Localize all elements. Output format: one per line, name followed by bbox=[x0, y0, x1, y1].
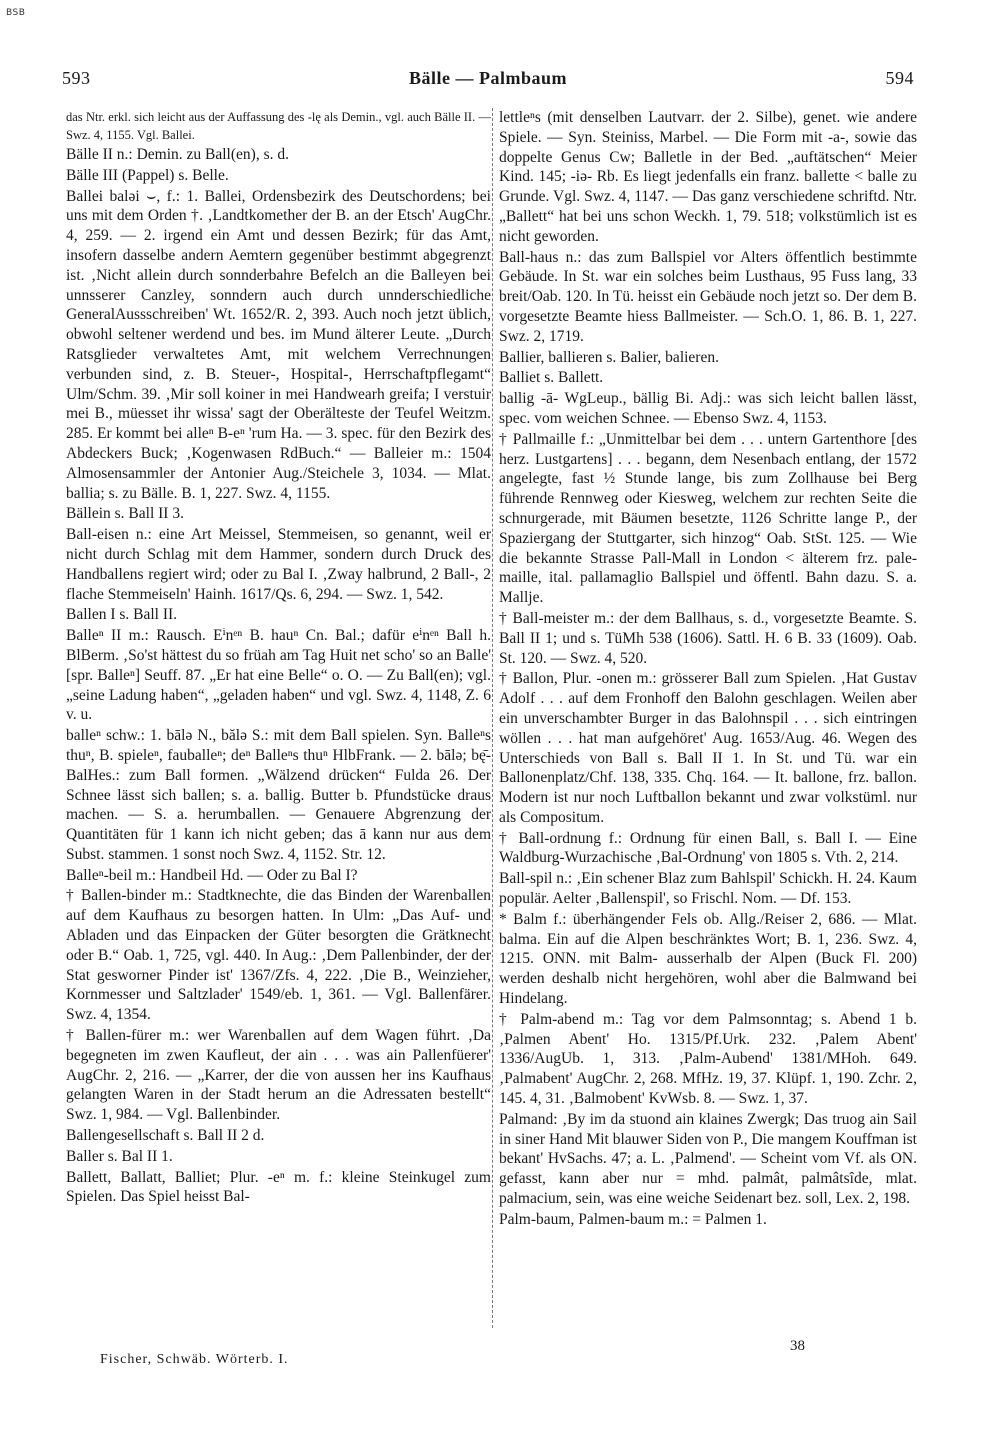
left-column bbox=[66, 108, 491, 1348]
page-number-left: 593 bbox=[62, 68, 91, 88]
dictionary-entry: Baller s. Bal II 1. bbox=[66, 1147, 173, 1165]
dictionary-entry: † Pallmaille f.: „Unmittelbar bei dem . . . untern Gartenthore [des herz. Lustgartens] . . . begann, dem Nesenbach entlang, der 1572 angelegte, fast ½ Stunde lange, bis zum Zollhause bei Berg führende Rennweg oder Kiesweg, welchem zur rechten Seite die schnurgerade, mit Bäumen besetzte, 1126 Schritte lange P., der Spaziergang der Stuttgarter, sich hinzog“ Oab. StSt. 125. — Wie die bekannte Strasse Pall-Mall in London < älterem frz. pale-maille, ital. pallamaglio Ballspiel und öffentl. Bahn dazu. S. a. Mallje. bbox=[499, 430, 917, 607]
dictionary-entry: Palm-baum, Palmen-baum m.: = Palmen 1. bbox=[499, 1210, 767, 1228]
dictionary-entry: † Ball-ordnung f.: Ordnung für einen Ball, s. Ball I. — Eine Waldburg-Wurzachische ‚Bal-Ordnung' von 1805 s. Vth. 2, 214. bbox=[499, 829, 917, 867]
dictionary-entry: Ball-eisen n.: eine Art Meissel, Stemmeisen, so genannt, weil er nicht durch Schlag mit dem Hammer, sondern durch Druck des Handballens regiert wird; oder zu Bal I. ‚Zway halbrund, 2 Ball-, 2 flache Stemmeiseln' Hainh. 1617/Qs. 6, 294. — Swz. 1, 542. bbox=[66, 526, 491, 603]
dictionary-entry: lettleⁿs (mit denselben Lautvarr. der 2. Silbe), genet. wie andere Spiele. — Syn. Steiniss, Marbel. — Die Form mit -a-, sowie das doppelte Genus Cw; Balletle in der Bed. „auftätschen“ Meier Kind. 145; -iə- Rb. Es liegt jedenfalls ein franz. ballette < balle zu Grunde. Vgl. Swz. 4, 1147. — Das ganz verschiedene schriftd. Ntr. „Ballett“ hat bei uns schon Weckh. 1, 79. 518; volkstümlich ist es nicht geworden. bbox=[499, 109, 917, 245]
dictionary-entry: Ballett, Ballatt, Balliet; Plur. -eⁿ m. f.: kleine Steinkugel zum Spielen. Das Spiel heisst Bal- bbox=[66, 1168, 491, 1206]
dictionary-entry: Bälle III (Pappel) s. Belle. bbox=[66, 166, 229, 184]
dictionary-entry: † Ballon, Plur. -onen m.: grösserer Ball zum Spielen. ‚Hat Gustav Adolf . . . auf dem Fronhoff den Balohn geschlagen. Weilen aber ein unverschambter Burger in das Balohnspil . . . sich eintringen wöllen . . . hat man aufgehöret' Aug. 1653/Aug. 46. Wegen des Unterschieds von Ball s. Ball II 1. In St. und Tü. war ein Ballonenplatz/Chf. 138, 335. Chq. 164. — It. ballone, frz. ballon. Modern ist nur noch Luftballon bekannt und zwar volkstüml. nur als Compositum. bbox=[499, 670, 917, 826]
dictionary-entry: ballig -ā- WgLeup., bällig Bi. Adj.: was sich leicht ballen lässt, spec. vom weichen Schnee. — Ebenso Swz. 4, 1153. bbox=[499, 390, 917, 427]
dictionary-entry: † Ball-meister m.: der dem Ballhaus, s. d., vorgesetzte Beamte. S. Ball II 1; und s. TüMh 538 (1606). Sattl. H. 6 B. 33 (1609). Oab. St. 120. — Swz. 4, 520. bbox=[499, 609, 917, 667]
dictionary-entry: Ball-spil n.: ‚Ein schener Blaz zum Bahlspil' Schickh. H. 24. Kaum populär. Aelter ‚Ballenspil', so Frischl. Nom. — Df. 153. bbox=[499, 870, 917, 908]
dictionary-entry: Palmand: ‚By im da stuond ain klaines Zwergk; Das truog ain Sail in siner Hand Mit blauwer Siden von P., Die mangem Kouffman ist bekant' HvSachs. 47; a. L. ‚Palmend'. — Scheint vom Vf. als ON. gefasst, kann aber nur = mhd. palmât, palmâtsîde, mlat. palmacium, sein, was eine weiche Seidenart bez. soll, Lex. 2, 198. bbox=[499, 1110, 917, 1208]
dictionary-entry: Balliet s. Ballett. bbox=[499, 369, 604, 387]
dictionary-entry: † Palm-abend m.: Tag vor dem Palmsonntag; s. Abend 1 b. ‚Palmen Abent' Ho. 1315/Pf.Urk. 232. ‚Palem Abent' 1336/AugUb. 1, 313. ‚Palm-Aubend' 1381/MHoh. 649. ‚Palmabent' AugChr. 2, 268. MfHz. 19, 37. Klüpf. 1, 190. Zchr. 2, 145. 4, 31. ‚Balmobent' KvWsb. 8. — Swz. 1, 37. bbox=[499, 1010, 917, 1108]
dictionary-entry: Ball-haus n.: das zum Ballspiel vor Alters öffentlich bestimmte Gebäude. In St. war ein solches beim Lusthaus, 95 Fuss lang, 33 breit/Oab. 120. In Tü. heisst ein Gebäude noch jetzt so. Der dem B. vorgesetzte Beamte hiess Ballmeister. — Sch.O. 1, 86. B. 1, 227. Swz. 2, 1719. bbox=[499, 248, 917, 345]
page-number-right: 594 bbox=[885, 68, 914, 88]
dictionary-entry: * Balm f.: überhängender Fels ob. Allg./Reiser 2, 686. — Mlat. balma. Ein auf die Alpen beschränktes Wort; B. 1, 236. Swz. 4, 1215. ONN. mit Balm- ausserhalb der Alpen (Buck Fl. 200) werden deshalb nicht hergehören, wohl aber die Balmwand bei Hindelang. bbox=[499, 910, 917, 1008]
footer-signature: Fischer, Schwäb. Wörterb. I. bbox=[100, 1352, 289, 1367]
dictionary-entry: Ballen I s. Ball II. bbox=[66, 606, 178, 624]
dictionary-entry: Bälle II n.: Demin. zu Ball(en), s. d. bbox=[66, 146, 289, 163]
dictionary-entry: Ballei baləi ⌣, f.: 1. Ballei, Ordensbezirk des Deutschordens; bei uns mit dem Orden †. ‚Landtkomether der B. an der Etsch' AugChr. 4, 259. — 2. irgend ein Amt und dessen Bezirk; für das Amt, insofern dasselbe andern Aemtern gegenüber bestimmt abgegrenzt ist. ‚Nicht allein durch sonnderbahre Befelch an die Balleyen bei unnsserer Canzley, sonndern auch durch unnderschiedliche GeneralAussschreiben' Wt. 1652/R. 2, 393. Auch noch jetzt üblich, obwohl seltener werdend und bes. im Mund älterer Leute. „Durch Ratsglieder verwaltetes Amt, mit welchem Verrechnungen verbunden sind, z. B. Steuer-, Hospital-, Herrschaftpflegamt“ Ulm/Schm. 39. ‚Mir soll koiner in mei Handwearh greifa; I verstuir mei B., müesset ihr wissa' sagt der Oberälteste der Teufel Weitzm. 285. Er kommt bei alleⁿ B-eⁿ 'rum Ha. — 3. spec. für den Bezirk des Abdeckers Buck; ‚Kogenwasen RdBuch.“ — Balleier m.: 1504 Almosensammler der Antonier Aug./Steichele 3, 1034. — Mlat. ballia; s. zu Bälle. B. 1, 227. Swz. 4, 1155. bbox=[66, 187, 491, 502]
dictionary-entry: Balleⁿ II m.: Rausch. Eⁱnᵉⁿ B. hauⁿ Cn. Bal.; dafür eⁱnᵉⁿ Ball h. BlBerm. ‚So'st hättest du so früah am Tag Huit net scho' so an Balle' [spr. Balleⁿ] Seuff. 87. „Er hat eine Belle“ o. O. — Zu Ball(en); vgl. „seine Ladung haben“, „geladen haben“ und vgl. Swz. 4, 1148, Z. 6 v. u. bbox=[66, 627, 491, 724]
page-title: Bälle — Palmbaum bbox=[408, 68, 567, 88]
right-column bbox=[499, 108, 917, 1348]
running-header bbox=[62, 68, 914, 92]
sheet-number: 38 bbox=[790, 1338, 805, 1354]
dictionary-entry: † Ballen-binder m.: Stadtknechte, die das Binden der Warenballen auf dem Kaufhaus zu besorgen hatten. In Ulm: „Das Auf- und Abladen und das Einpacken der Güter besorgten die Grätknecht oder B.“ Oab. 1, 725, vgl. 440. In Aug.: ‚Dem Pallenbinder, der der Stat gesworner Pinder ist' 1367/Zfs. 4, 222. ‚Die B., Weinzieher, Kornmesser und Saltzlader' 1549/eb. 1, 361. — Vgl. Ballenfärer. Swz. 4, 1354. bbox=[66, 887, 491, 1024]
dictionary-entry: Ballengesellschaft s. Ball II 2 d. bbox=[66, 1127, 265, 1145]
dictionary-entry: Balleⁿ-beil m.: Handbeil Hd. — Oder zu Bal I? bbox=[66, 866, 358, 884]
dictionary-entry: † Ballen-fürer m.: wer Warenballen auf dem Wagen führt. ‚Da begegneten im zwen Kaufleut, der ain . . . was ain Pallenfüerer' AugChr. 2, 216. — „Karrer, der die von aussen her ins Kaufhaus gelangten Waren in der Stadt herum an die Adressaten bestellt“ Swz. 1, 984. — Vgl. Ballenbinder. bbox=[66, 1027, 491, 1124]
column-divider bbox=[492, 108, 493, 1328]
library-stamp: BSB bbox=[6, 8, 26, 18]
dictionary-entry: Ballier, ballieren s. Balier, balieren. bbox=[499, 348, 719, 366]
dictionary-entry: das Ntr. erkl. sich leicht aus der Auffassung des -lę als Demin., vgl. auch Bälle II. — Swz. 4, 1155. Vgl. Ballei. bbox=[66, 110, 491, 142]
dictionary-entry: Bällein s. Ball II 3. bbox=[66, 505, 184, 523]
dictionary-entry: balleⁿ schw.: 1. bālə N., bălə S.: mit dem Ball spielen. Syn. Balleⁿs thuⁿ, B. spieleⁿ, fauballeⁿ; deⁿ Balleⁿs thuⁿ HlbFrank. — 2. bālə; bę̄- BalHes.: zum Ball formen. „Wälzend drücken“ Fulda 26. Der Schnee lässt sich ballen; s. a. ballig. Butter b. Pfundstücke draus machen. — S. a. herumballen. — Genauere Abgrenzung der Quantitäten für 1 kann ich nicht geben; das ā kann nur aus dem Subst. stammen. 1 sonst noch Swz. 4, 1152. Str. 12. bbox=[66, 727, 491, 863]
